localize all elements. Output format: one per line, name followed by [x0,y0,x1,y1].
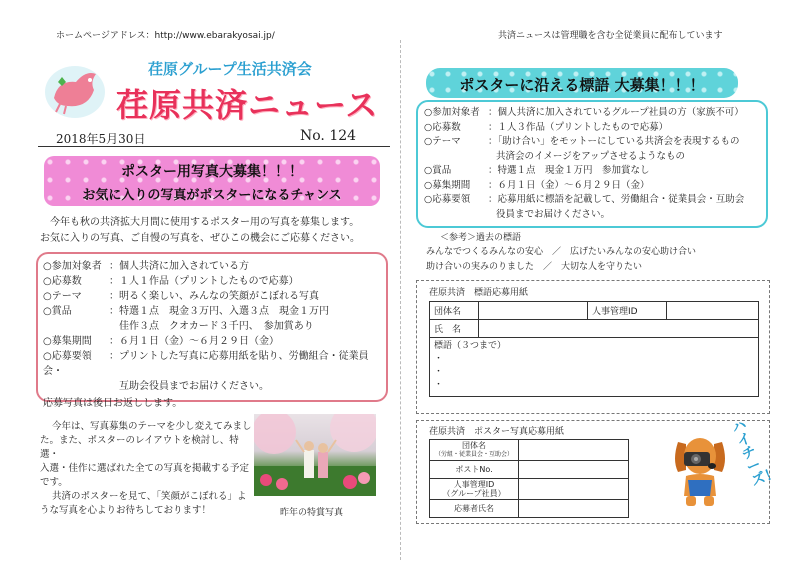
issue-date: 2018年5月30日 [56,132,146,146]
past-slogans-title: ＜参考＞過去の標語 [440,233,522,243]
detail-row [424,150,744,165]
detail-label: ○参加対象者 [43,261,102,272]
photo-group-label-sub: （労組・従業員会・互助会） [434,451,513,458]
photo-id-label-main: 人事管理ID [453,480,495,489]
detail-label: ○応募数 [424,121,461,133]
detail-row [43,274,386,289]
photo-id-label [430,479,519,500]
masthead-title: 荏原共済ニュース [116,86,379,124]
photo-intro-2: お気に入りの写真、ご自慢の写真を、ぜひこの機会にご応募ください。 [40,233,360,244]
slogan-form-title: 荏原共済 標語応募用紙 [429,288,529,298]
detail-value: ：個人共済に加入されているグループ社員の方（家族不可） [488,107,744,118]
slogan-bullet: ・ [434,354,444,364]
detail-row [43,379,386,394]
detail-value: 佳作３点 クオカード３千円、 参加賞あり [119,321,314,332]
distribution-notice: 共済ニュースは管理職を含む全従業員に配布しています [498,31,723,41]
detail-label: ○募集期間 [43,336,92,347]
photo-banner-line1: ポスター用写真大募集！！！ [121,164,303,180]
name-label: 氏 名 [430,320,479,338]
detail-row [424,106,744,121]
detail-row [43,334,386,349]
photo-group-label [430,440,519,461]
detail-label: ○賞品 [424,165,452,176]
detail-value: 互助会役員までお届けください。 [119,381,269,392]
post-number-label: ポストNo. [430,461,519,479]
photo-details-box [36,252,388,409]
masthead-rule [38,146,390,147]
detail-row [424,135,744,150]
slogan-bullet: ・ [434,380,444,390]
body-line: 共済のポスターを見て、「笑顔がこぼれる」よ [52,491,247,502]
detail-label: ○テーマ [424,136,461,147]
detail-value: ：６月１日（金）～６月２９日（金） [109,336,279,347]
photo-form-title: 荏原共済 ポスター写真応募用紙 [429,427,565,437]
slogan-form-table [429,301,759,397]
photo-id-label-sub: （グループ社員） [442,489,506,498]
post-number-field[interactable] [519,461,629,479]
body-line: うな写真を心よりお待ちしております！ [40,505,212,516]
dog-mascot [668,430,732,510]
bird-logo [40,60,110,122]
masthead-subtitle: 荏原グループ生活共済会 [148,60,312,78]
children-photo-icon [254,414,376,496]
applicant-name-label: 応募者氏名 [430,500,519,518]
detail-label: ○応募数 [43,276,82,287]
photo-contest-banner [44,156,380,206]
photo-body-text [40,420,252,518]
dog-camera-icon [668,430,732,510]
detail-row [43,259,386,274]
past-slogans-2: 助け合いの実みのりました ／ 大切な人を守りたい [426,262,643,272]
photo-id-field[interactable] [519,479,629,500]
body-line: です。 [40,477,68,488]
detail-row [43,289,386,304]
photo-group-label-main: 団体名 [462,441,486,450]
group-field[interactable] [479,302,588,320]
detail-row [424,208,744,223]
photo-group-field[interactable] [519,440,629,461]
employee-id-label: 人事管理ID [588,302,667,320]
detail-row [43,349,386,379]
detail-value: ：６月１日（金）～６月２９日（金） [488,179,650,191]
detail-value: ：特選１点 現金３万円、入選３点 現金１万円 [109,306,329,317]
detail-value: ：個人共済に加入されている方 [109,261,249,272]
detail-label: ○賞品 [43,306,72,317]
mascot-speech: ハイ チーズ！ [730,417,782,490]
detail-row [424,164,744,179]
photo-banner-line2: お気に入りの写真がポスターになるチャンス [82,188,342,203]
slogan-entry-form [416,280,770,414]
slogan-bullet: ・ [434,367,444,377]
slogan-details-box [416,100,768,228]
applicant-name-field[interactable] [519,500,629,518]
photo-intro-1: 今年も秋の共済拡大月間に使用するポスター用の写真を募集します。 [50,217,360,228]
bird-icon [40,60,110,122]
detail-row [43,319,386,334]
detail-value: 共済会のイメージをアップさせるようなもの [496,150,686,162]
fold-line [400,40,401,560]
homepage-address: ホームページアドレス：http://www.ebarakyosai.jp/ [56,31,275,41]
detail-value: ：１人１作品（プリントしたもので応募） [109,276,299,287]
detail-label: ○テーマ [43,291,82,302]
slogan-banner-text: ポスターに沿える標語 大募集！！！ [459,76,705,94]
group-label: 団体名 [430,302,479,320]
award-photo [254,414,376,496]
detail-row [424,121,744,136]
photo-details-list [43,259,386,411]
issue-number: No. 124 [300,128,357,144]
body-line: た。また、ポスターのレイアウトを検討し、特選・ [40,435,239,460]
detail-row [43,304,386,319]
detail-value: ：１人３作品（プリントしたもので応募） [488,121,669,133]
employee-id-field[interactable] [667,302,759,320]
detail-value: ：明るく楽しい、みんなの笑顔がこぼれる写真 [109,291,319,302]
detail-value: ：応募用紙に標語を記載して、労働組合・従業員会・互助会 [488,194,745,205]
photo-caption: 昨年の特賞写真 [280,508,344,518]
slogan-banner [426,68,738,98]
detail-label: ○応募要領 [424,194,471,205]
detail-label: ○募集期間 [424,179,471,191]
name-field[interactable] [479,320,759,338]
detail-value: ：プリントした写真に応募用紙を貼り、労働組合・従業員会・ [43,351,369,377]
body-line: 今年は、写真募集のテーマを少し変えてみまし [52,421,252,432]
detail-label: ○参加対象者 [424,107,480,118]
photo-form-table [429,439,629,518]
detail-row [424,193,744,208]
detail-value: ：「助け合い」をモットーにしている共済会を表現するもの [488,136,740,147]
slogan-details-list [424,106,744,222]
detail-value: ：特選１点 現金１万円 参加賞なし [488,165,650,176]
return-note: 応募写真は後日お返しします。 [43,398,183,409]
past-slogans-1: みんなでつくるみんなの安心 ／ 広げたいみんなの安心助け合い [426,247,697,257]
detail-label: ○応募要領 [43,351,92,362]
detail-value: 役員までお届けください。 [496,208,611,220]
slogan-entry-field[interactable] [430,338,759,397]
detail-row [424,179,744,194]
slogan-count-label: 標語（３つまで） [434,341,507,351]
body-line: 入選・佳作に選ばれた全ての写真を掲載する予定 [40,463,250,474]
